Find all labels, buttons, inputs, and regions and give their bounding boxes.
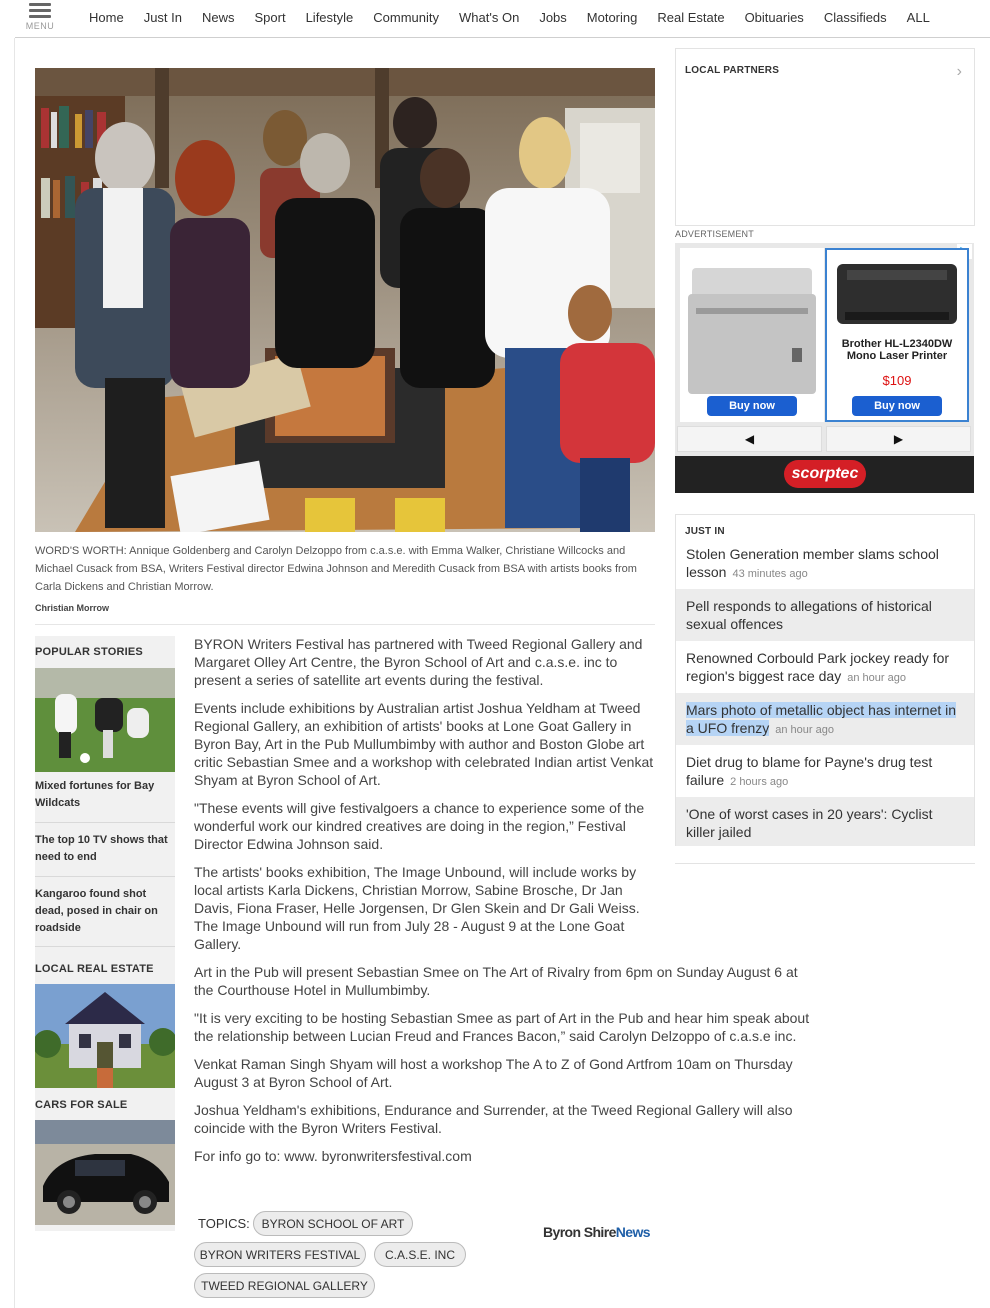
hamburger-icon [29, 3, 51, 18]
ad-product-name: Brother HL-L2340DW Mono Laser Printer [841, 338, 953, 362]
just-in-item[interactable] [676, 589, 974, 641]
article-paragraph: Art in the Pub will present Sebastian Smee on The Art of Rivalry from 6pm on Sunday August 6 at the Courthouse Hotel in Mullumbimby. [194, 964, 798, 998]
divider [35, 624, 655, 625]
local-real-estate-heading: LOCAL REAL ESTATE [35, 963, 154, 975]
article-paragraph: BYRON Writers Festival has partnered with Tweed Regional Gallery and Margaret Olley Art Centre, the Byron School of Art and c.a.s.e. inc to present a series of satellite art events during the festival. [194, 636, 643, 688]
just-in-title: Diet drug to blame for Payne's drug test failure [686, 754, 933, 788]
just-in-title: Pell responds to allegations of historical sexual offences [686, 598, 932, 632]
logo-text-accent: News [615, 1224, 650, 1240]
divider [35, 876, 175, 877]
topic-tag[interactable]: TWEED REGIONAL GALLERY [194, 1273, 375, 1298]
nav-sport[interactable]: Sport [254, 9, 286, 25]
just-in-item[interactable] [676, 641, 974, 693]
buy-now-button[interactable]: Buy now [707, 396, 797, 416]
left-sidebar [35, 636, 175, 1231]
article-paragraph: "These events will give festivalgoers a chance to experience some of the wonderful work our kindred creatives are doing in the region,” Festival Director Edwina Johnson said. [194, 800, 645, 852]
nav-lifestyle[interactable]: Lifestyle [305, 9, 354, 25]
scorptec-logo[interactable]: scorptec [784, 460, 866, 488]
cars-for-sale-heading: CARS FOR SALE [35, 1099, 128, 1111]
article-paragraph: Events include exhibitions by Australian artist Joshua Yeldham at Tweed Regional Gallery, an exhibition of artists' books at Lone Goat Gallery in Byron Bay, Art in the Pub Mullumbimby with author and Boston Globe art critic Sebastian Smee and a workshop with celebrated Indian artist Venkat Shyam at Byron School of Art. [194, 700, 654, 788]
article-paragraph: "It is very exciting to be hosting Sebastian Smee as part of Art in the Pub and hear him speak about the relationship between Lucian Freud and Frances Bacon,” said Carolyn Delzoppo of c.a.s.e inc. [194, 1010, 810, 1044]
popular-story-link[interactable]: Kangaroo found shot dead, posed in chair on roadside [35, 888, 158, 934]
menu-button[interactable] [23, 3, 57, 31]
real-estate-thumbnail[interactable] [35, 984, 175, 1088]
just-in-item[interactable] [676, 797, 974, 846]
topic-tag[interactable]: C.A.S.E. INC [374, 1242, 466, 1267]
article-paragraph: For info go to: www. byronwritersfestival.com [194, 1148, 472, 1164]
arrow-left-icon: ◀ [744, 432, 755, 446]
nav-jobs[interactable]: Jobs [539, 9, 567, 25]
chevron-right-icon[interactable]: › [956, 63, 962, 80]
just-in-heading: JUST IN [685, 526, 725, 537]
just-in-item[interactable] [676, 693, 974, 745]
page-edge-line [14, 38, 15, 1308]
top-navigation [15, 0, 990, 38]
popular-story-link[interactable]: Mixed fortunes for Bay Wildcats [35, 780, 155, 809]
popular-stories-heading: POPULAR STORIES [35, 646, 143, 658]
nav-home[interactable]: Home [89, 9, 124, 25]
nav-links [89, 0, 950, 34]
nav-real-estate[interactable]: Real Estate [657, 9, 725, 25]
menu-label: MENU [25, 21, 55, 31]
ad-next-button[interactable] [826, 426, 971, 452]
just-in-time: an hour ago [775, 724, 834, 736]
publication-logo[interactable] [543, 1224, 650, 1240]
nav-just-in[interactable]: Just In [143, 9, 182, 25]
topic-tag[interactable]: BYRON SCHOOL OF ART [253, 1211, 413, 1236]
ad-price: $109 [882, 373, 912, 388]
local-partners-panel [675, 48, 975, 226]
printer-image [827, 250, 967, 340]
just-in-title: 'One of worst cases in 20 years': Cyclist killer jailed [686, 806, 933, 840]
advertisement-label: ADVERTISEMENT [675, 229, 754, 239]
just-in-item[interactable] [676, 745, 974, 797]
just-in-title: Stolen Generation member slams school lesson [686, 546, 939, 580]
article-paragraph: The artists' books exhibition, The Image Unbound, will include works by local artists Karla Dickens, Christian Morrow, Sabine Brosche, Dr Jan Davis, Fiona Fraser, Helle Jorgensen, Dr Glen Skein and Dr Gali Weiss. The Image Unbound will run from July 28 - August 9 at the Lone Goat Gallery. [194, 864, 640, 952]
divider [35, 946, 175, 947]
local-partners-heading: LOCAL PARTNERS [685, 65, 780, 76]
photo-credit: Christian Morrow [35, 603, 110, 613]
just-in-panel [675, 514, 975, 846]
hero-photo-illustration [35, 68, 655, 532]
divider [675, 863, 975, 864]
nav-news[interactable]: News [201, 9, 235, 25]
logo-text: Byron Shire [543, 1224, 616, 1240]
ad-product-card-selected[interactable] [825, 248, 969, 422]
nav-community[interactable]: Community [373, 9, 440, 25]
ad-prev-button[interactable] [677, 426, 822, 452]
just-in-time: an hour ago [847, 672, 906, 684]
ad-footer [675, 456, 974, 493]
nav-whats-on[interactable]: What's On [459, 9, 520, 25]
topics-label: TOPICS: [198, 1216, 250, 1231]
buy-now-button[interactable]: Buy now [852, 396, 942, 416]
nav-motoring[interactable]: Motoring [586, 9, 638, 25]
topic-tag[interactable]: BYRON WRITERS FESTIVAL [194, 1242, 366, 1267]
article-paragraph: Venkat Raman Singh Shyam will host a workshop The A to Z of Gond Artfrom 10am on Thursday August 3 at Byron School of Art. [194, 1056, 793, 1090]
arrow-right-icon: ▶ [893, 432, 904, 446]
just-in-time: 43 minutes ago [732, 568, 808, 580]
hero-photo[interactable] [35, 68, 655, 532]
just-in-time: 2 hours ago [730, 776, 789, 788]
photo-caption: WORD'S WORTH: Annique Goldenberg and Carolyn Delzoppo from c.a.s.e. with Emma Walker, Christiane Willcocks and Michael Cusack from BSA, Writers Festival director Edwina Johnson and Meredith Cusack from BSA with artists books from Carla Dickens and Christian Morrow. [35, 545, 637, 593]
divider [35, 822, 175, 823]
car-thumbnail[interactable] [35, 1120, 175, 1225]
nav-classifieds[interactable]: Classifieds [823, 9, 887, 25]
printer-advertisement[interactable] [675, 243, 974, 493]
just-in-title: Renowned Corbould Park jockey ready for region's biggest race day [686, 650, 950, 684]
popular-story-link[interactable]: The top 10 TV shows that need to end [35, 834, 168, 863]
article-paragraph: Joshua Yeldham's exhibitions, Endurance and Surrender, at the Tweed Regional Gallery will also coincide with the Byron Writers Festival. [194, 1102, 793, 1136]
nav-all[interactable]: ALL [906, 9, 930, 25]
just-in-title: Mars photo of metallic object has internet in a UFO frenzy [686, 702, 957, 736]
nav-obituaries[interactable]: Obituaries [744, 9, 804, 25]
ad-product-card[interactable] [680, 248, 824, 422]
popular-story-thumbnail[interactable] [35, 668, 175, 772]
just-in-item[interactable] [676, 545, 974, 589]
